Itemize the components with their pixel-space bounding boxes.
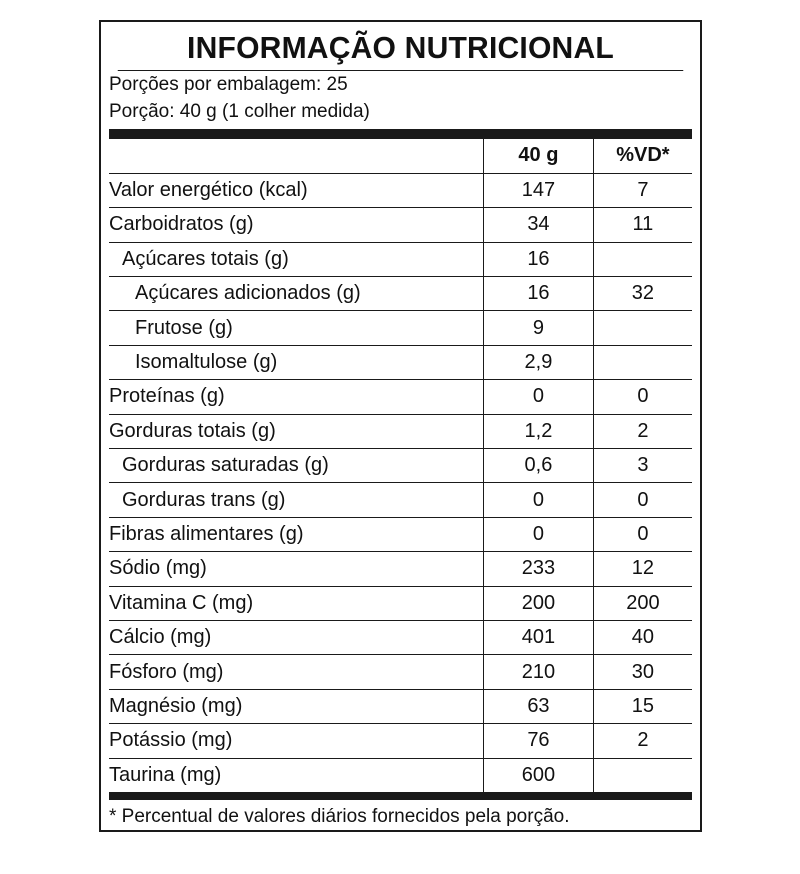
nutrient-daily-value: 32 bbox=[593, 277, 692, 311]
nutrient-name: Fibras alimentares (g) bbox=[109, 517, 484, 551]
table-row bbox=[109, 414, 692, 448]
nutrient-amount: 63 bbox=[484, 689, 594, 723]
nutrient-daily-value: 2 bbox=[593, 724, 692, 758]
servings-per-package: Porções por embalagem: 25 bbox=[109, 74, 348, 95]
nutrient-amount: 147 bbox=[484, 173, 594, 207]
nutrient-daily-value: 3 bbox=[593, 449, 692, 483]
header-amount: 40 g bbox=[484, 139, 594, 173]
nutrient-amount: 1,2 bbox=[484, 414, 594, 448]
nutrient-name: Açúcares totais (g) bbox=[109, 242, 484, 276]
table-row bbox=[109, 758, 692, 792]
table-body bbox=[109, 173, 692, 792]
nutrient-amount: 600 bbox=[484, 758, 594, 792]
nutrient-name: Sódio (mg) bbox=[109, 552, 484, 586]
nutrient-amount: 233 bbox=[484, 552, 594, 586]
nutrient-amount: 16 bbox=[484, 277, 594, 311]
nutrient-daily-value: 2 bbox=[593, 414, 692, 448]
nutrient-name: Gorduras saturadas (g) bbox=[109, 449, 484, 483]
nutrient-amount: 34 bbox=[484, 208, 594, 242]
nutrient-daily-value: 15 bbox=[593, 689, 692, 723]
nutrient-daily-value: 30 bbox=[593, 655, 692, 689]
nutrient-daily-value bbox=[593, 758, 692, 792]
nutrient-amount: 0 bbox=[484, 380, 594, 414]
nutrient-daily-value: 12 bbox=[593, 552, 692, 586]
table-row bbox=[109, 311, 692, 345]
nutrient-amount: 0 bbox=[484, 483, 594, 517]
nutrient-name: Cálcio (mg) bbox=[109, 620, 484, 654]
table-row bbox=[109, 483, 692, 517]
nutrient-amount: 0 bbox=[484, 517, 594, 551]
nutrient-name: Gorduras totais (g) bbox=[109, 414, 484, 448]
nutrient-amount: 2,9 bbox=[484, 345, 594, 379]
nutrient-name: Magnésio (mg) bbox=[109, 689, 484, 723]
table-row bbox=[109, 552, 692, 586]
table-row bbox=[109, 173, 692, 207]
table-row bbox=[109, 380, 692, 414]
table-row bbox=[109, 517, 692, 551]
footnote: * Percentual de valores diários fornecidos pela porção. bbox=[109, 806, 570, 828]
nutrient-daily-value bbox=[593, 345, 692, 379]
serving-size: Porção: 40 g (1 colher medida) bbox=[109, 101, 370, 122]
nutrient-daily-value: 0 bbox=[593, 380, 692, 414]
nutrient-amount: 16 bbox=[484, 242, 594, 276]
thick-divider bbox=[109, 129, 692, 139]
nutrient-daily-value: 40 bbox=[593, 620, 692, 654]
table-header-row bbox=[109, 139, 692, 173]
nutrient-name: Carboidratos (g) bbox=[109, 208, 484, 242]
nutrition-table bbox=[109, 139, 692, 792]
table-row bbox=[109, 345, 692, 379]
table-row bbox=[109, 242, 692, 276]
nutrient-name: Vitamina C (mg) bbox=[109, 586, 484, 620]
header-daily-value: %VD* bbox=[593, 139, 692, 173]
table-row bbox=[109, 208, 692, 242]
nutrient-amount: 200 bbox=[484, 586, 594, 620]
nutrient-amount: 210 bbox=[484, 655, 594, 689]
table-row bbox=[109, 449, 692, 483]
table-row bbox=[109, 724, 692, 758]
table-row bbox=[109, 277, 692, 311]
nutrient-amount: 9 bbox=[484, 311, 594, 345]
nutrition-facts-inner bbox=[109, 22, 692, 830]
nutrient-daily-value: 11 bbox=[593, 208, 692, 242]
nutrient-name: Gorduras trans (g) bbox=[109, 483, 484, 517]
nutrient-name: Taurina (mg) bbox=[109, 763, 222, 786]
nutrient-name: Proteínas (g) bbox=[109, 380, 484, 414]
nutrient-name: Frutose (g) bbox=[109, 311, 484, 345]
header-nutrient bbox=[109, 139, 484, 173]
nutrient-name: Potássio (mg) bbox=[109, 724, 484, 758]
nutrient-name: Isomaltulose (g) bbox=[109, 345, 484, 379]
table-row bbox=[109, 689, 692, 723]
nutrient-name: Açúcares adicionados (g) bbox=[109, 277, 484, 311]
label-title: INFORMAÇÃO NUTRICIONAL bbox=[118, 22, 684, 71]
nutrient-name: Valor energético (kcal) bbox=[109, 173, 484, 207]
nutrient-daily-value: 0 bbox=[593, 517, 692, 551]
table-row bbox=[109, 620, 692, 654]
nutrient-daily-value: 200 bbox=[593, 586, 692, 620]
nutrient-amount: 0,6 bbox=[484, 449, 594, 483]
nutrient-name: Fósforo (mg) bbox=[109, 655, 484, 689]
nutrient-daily-value bbox=[593, 311, 692, 345]
nutrient-daily-value bbox=[593, 242, 692, 276]
nutrient-amount: 76 bbox=[484, 724, 594, 758]
nutrient-daily-value: 7 bbox=[593, 173, 692, 207]
bottom-divider bbox=[109, 792, 692, 800]
table-row bbox=[109, 586, 692, 620]
nutrition-facts-panel bbox=[99, 20, 702, 832]
nutrient-amount: 401 bbox=[484, 620, 594, 654]
table-row bbox=[109, 655, 692, 689]
nutrient-daily-value: 0 bbox=[593, 483, 692, 517]
